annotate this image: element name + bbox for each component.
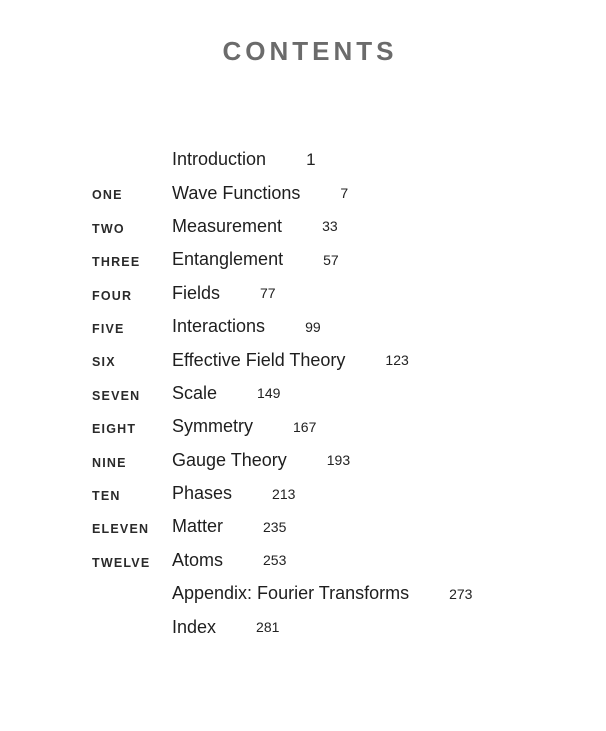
toc-entry-chapter-5 [0,310,606,343]
page-number: 99 [305,318,321,335]
page-number: 33 [322,218,338,235]
toc-entry-chapter-3 [0,243,606,276]
chapter-number: TWELVE [92,555,151,570]
toc-entry-chapter-12 [0,544,606,577]
chapter-title: Wave Functions [172,182,301,203]
chapter-number: THREE [92,255,141,270]
toc-entry-chapter-2 [0,210,606,243]
page-number: 193 [326,452,351,469]
toc-entry-chapter-6 [0,343,606,376]
chapter-number: NINE [92,455,127,470]
page-number: 281 [256,619,280,636]
toc-entry-chapter-7 [0,377,606,410]
chapter-title: Matter [172,516,224,537]
chapter-number: FOUR [92,288,133,303]
chapter-number: EIGHT [92,422,137,437]
page-number: 1 [306,149,316,169]
chapter-title: Effective Field Theory [172,349,346,370]
chapter-title: Index [172,616,217,637]
page-number: 167 [293,418,317,435]
chapter-title: Phases [172,483,233,504]
chapter-title: Measurement [172,215,283,236]
page-number: 273 [449,585,473,602]
chapter-number: SEVEN [92,388,141,403]
chapter-number: SIX [92,355,116,370]
toc-entry-index [0,610,606,643]
toc-entry-chapter-11 [0,510,606,543]
chapter-title: Fields [172,282,221,303]
chapter-title: Introduction [172,149,267,170]
chapter-number: ONE [92,188,123,203]
page-number: 235 [263,518,287,535]
chapter-number: ELEVEN [92,522,150,537]
page-number: 253 [263,552,287,569]
chapter-title: Symmetry [172,416,253,437]
chapter-title: Scale [172,382,218,403]
toc-entry-chapter-4 [0,277,606,310]
chapter-title: Interactions [172,316,266,337]
toc-entry-appendix [0,577,606,610]
chapter-title: Appendix: Fourier Transforms [172,583,410,604]
page-title: CONTENTS [222,36,398,66]
toc-entry-chapter-1 [0,176,606,209]
page-number: 57 [323,251,339,268]
page-number: 7 [340,185,349,202]
page-number: 77 [260,285,276,302]
toc-entry-chapter-10 [0,477,606,510]
chapter-title: Atoms [172,549,224,570]
table-of-contents [0,143,606,644]
chapter-title: Gauge Theory [172,449,287,470]
chapter-title: Entanglement [172,249,284,270]
chapter-number: TWO [92,221,125,236]
page-number: 149 [257,385,281,402]
toc-entry-chapter-8 [0,410,606,443]
chapter-number: TEN [92,488,121,503]
chapter-number: FIVE [92,321,125,336]
toc-entry-introduction [0,143,606,176]
toc-entry-chapter-9 [0,444,606,477]
page-number: 213 [272,485,296,502]
page-number: 123 [385,352,409,369]
